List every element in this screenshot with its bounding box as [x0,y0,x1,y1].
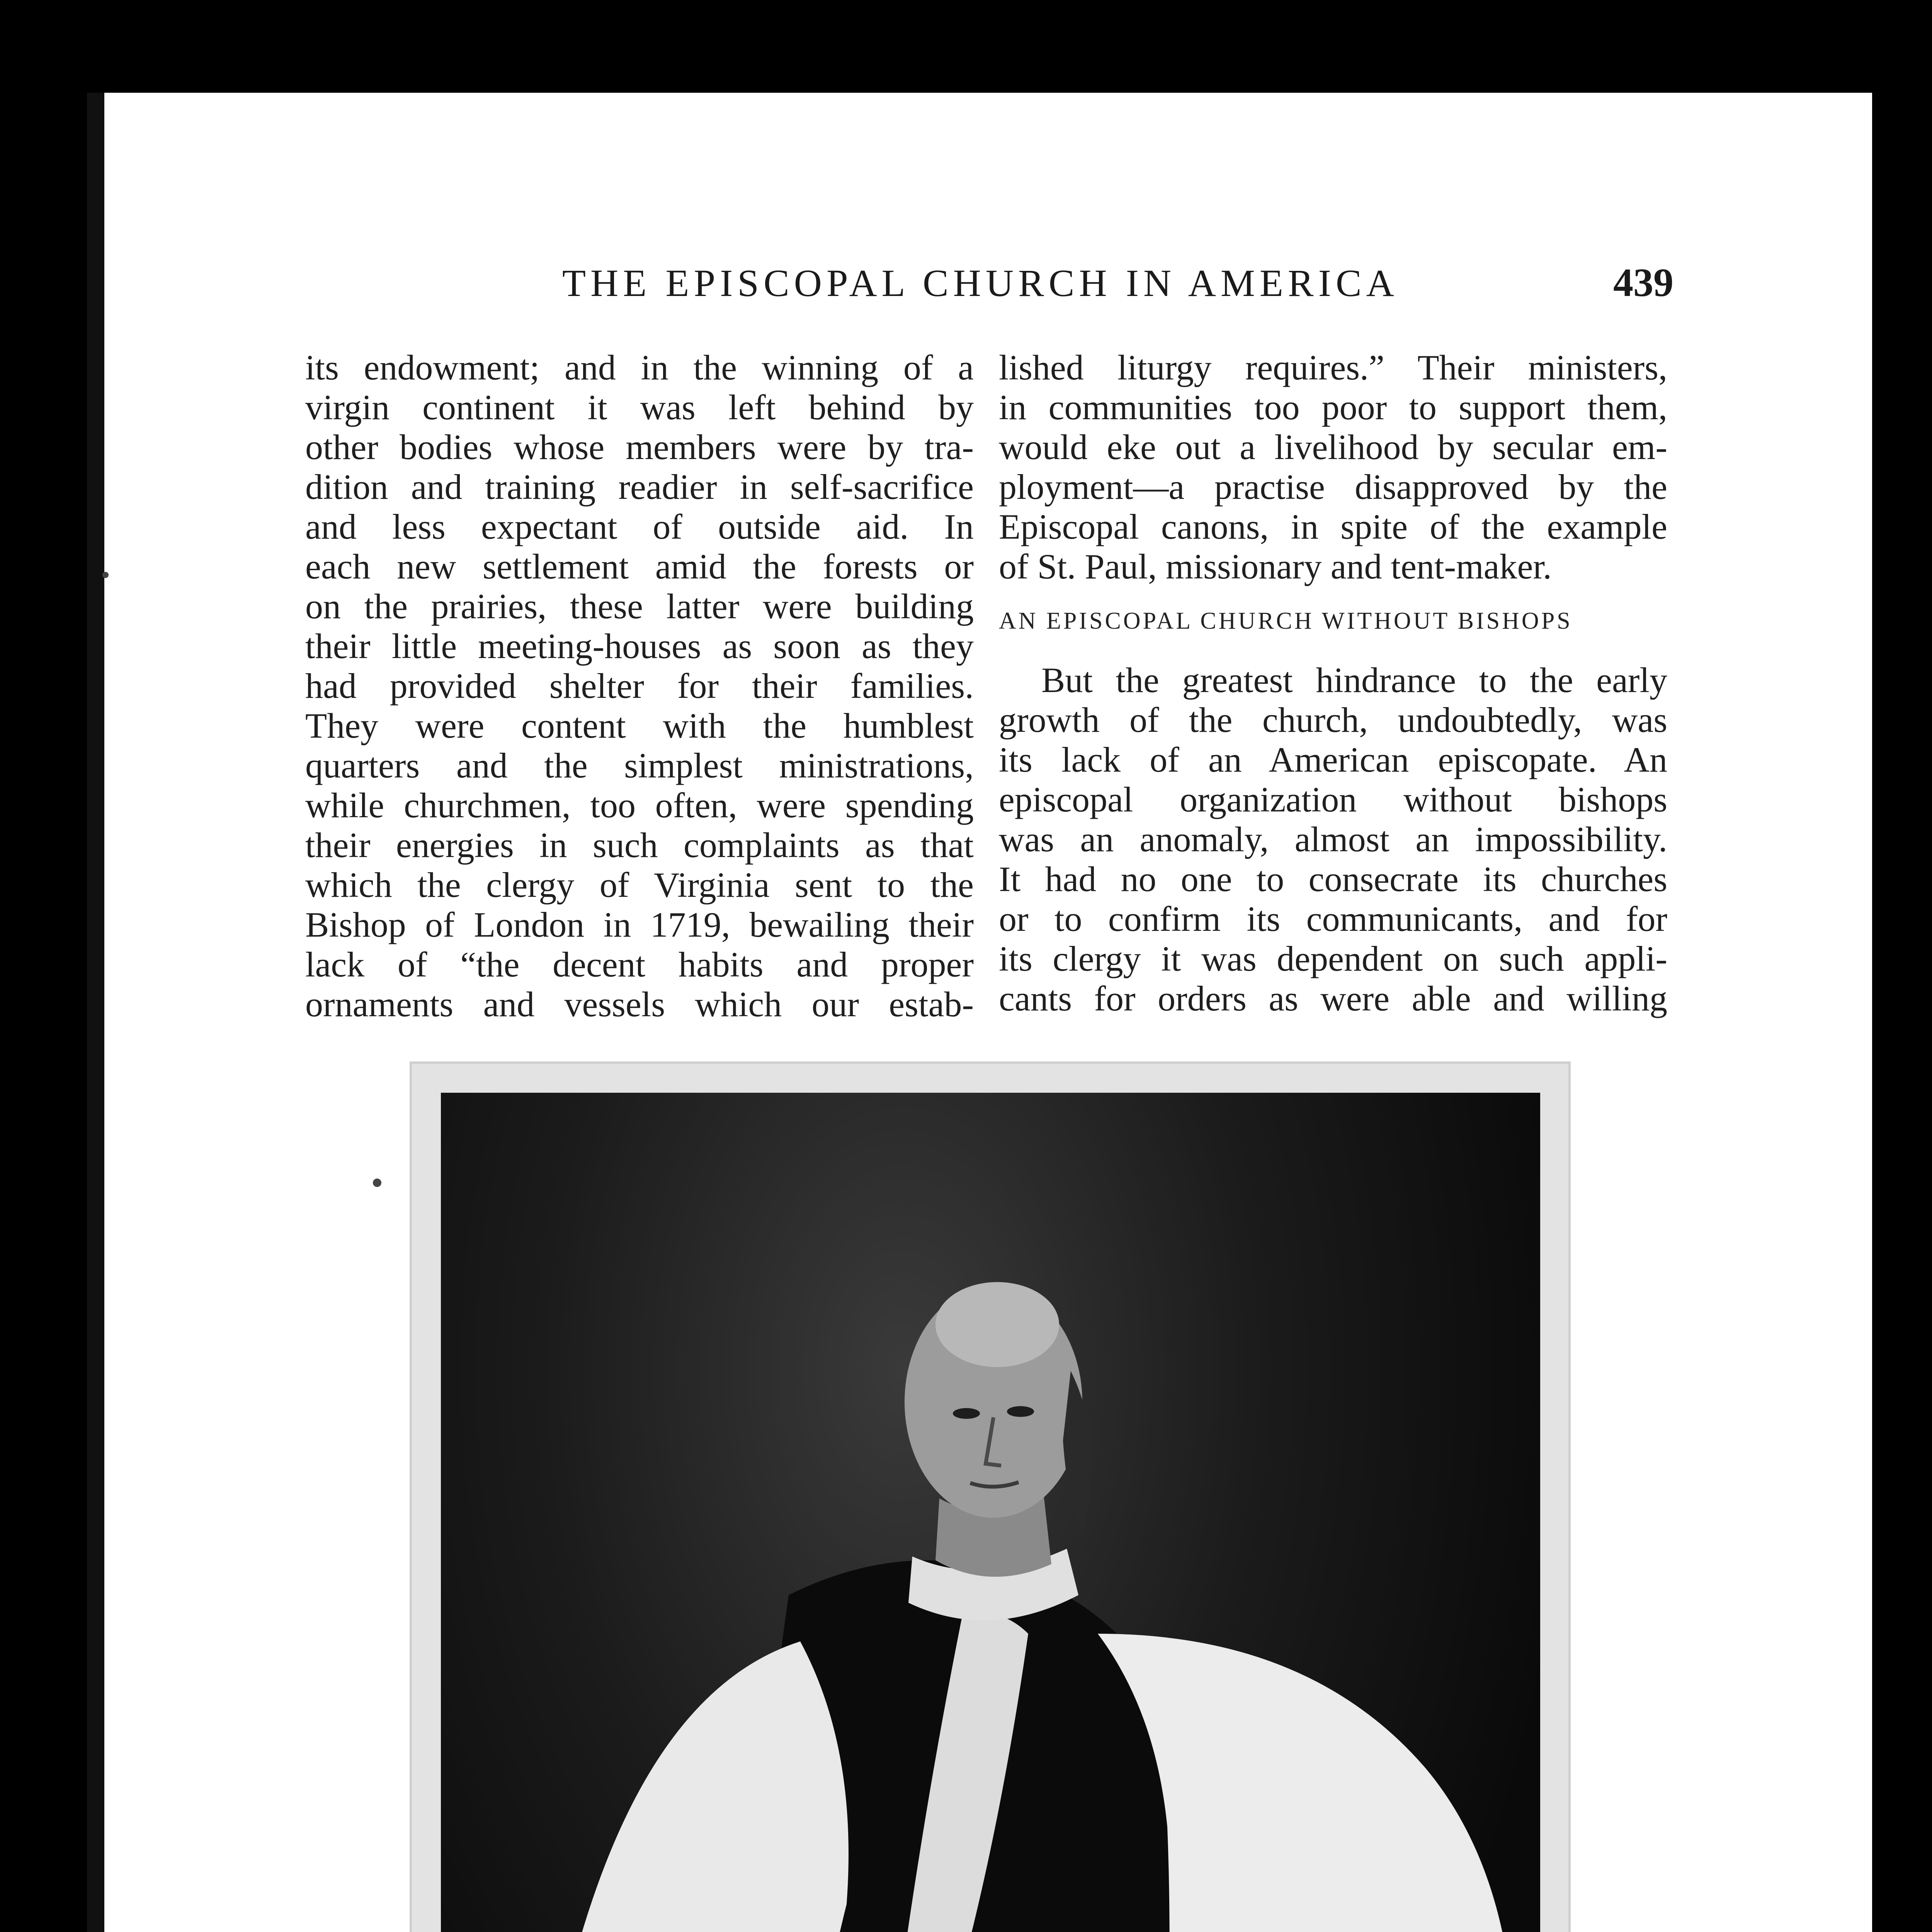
text-line: Bishop of London in 1719, bewailing their [305,905,974,944]
text-line: its endowment; and in the winning of a [305,348,974,387]
portrait-illustration [441,1093,1540,1932]
portrait-photo-frame [410,1061,1571,1932]
section-heading: AN EPISCOPAL CHURCH WITHOUT BISHOPS [999,608,1573,634]
text-line: lished liturgy requires.” Their ministers, [999,348,1667,387]
text-line: virgin continent it was left behind by [305,388,974,427]
text-line: episcopal organization without bishops [999,780,1667,819]
text-line: would eke out a livelihood by secular em- [999,427,1667,467]
text-line: Episcopal canons, in spite of the example [999,507,1667,546]
text-line: in communities too poor to support them, [999,388,1667,427]
margin-speck [373,1179,381,1187]
text-line: each new settlement amid the forests or [305,547,974,586]
text-line: had provided shelter for their families. [305,666,974,706]
right-text-column [999,348,1667,1019]
text-line: and less expectant of outside aid. In [305,507,974,546]
text-line: quarters and the simplest ministrations, [305,746,974,785]
text-line: while churchmen, too often, were spending [305,786,974,825]
text-line: But the greatest hindrance to the early [1041,660,1667,700]
text-line: It had no one to consecrate its churches [999,859,1667,899]
text-line: They were content with the humblest [305,706,974,745]
text-line: its lack of an American episcopate. An [999,740,1667,779]
text-line: their little meeting-houses as soon as they [305,626,974,666]
left-text-column [305,348,974,1024]
text-line: on the prairies, these latter were building [305,587,974,626]
text-line: its clergy it was dependent on such appli- [999,939,1667,978]
text-line: of St. Paul, missionary and tent-maker. [999,547,1552,586]
binding-gutter [87,93,104,1932]
text-line: other bodies whose members were by tra- [305,427,974,467]
text-line: which the clergy of Virginia sent to the [305,865,974,905]
text-line: their energies in such complaints as that [305,825,974,865]
portrait-photo [441,1093,1540,1932]
text-line: dition and training readier in self-sacrifice [305,467,974,507]
magazine-page [87,93,1872,1932]
text-line: lack of “the decent habits and proper [305,945,974,984]
text-line: ornaments and vessels which our estab- [305,985,974,1024]
page-number: 439 [1613,260,1673,305]
text-line: was an anomaly, almost an impossibility. [999,820,1667,859]
text-line: ployment—a practise disapproved by the [999,467,1667,507]
text-line: or to confirm its communicants, and for [999,899,1667,939]
text-line: growth of the church, undoubtedly, was [999,700,1667,740]
running-header: THE EPISCOPAL CHURCH IN AMERICA [562,262,1399,304]
text-line: cants for orders as were able and willing [999,979,1667,1018]
margin-speck [102,572,109,578]
